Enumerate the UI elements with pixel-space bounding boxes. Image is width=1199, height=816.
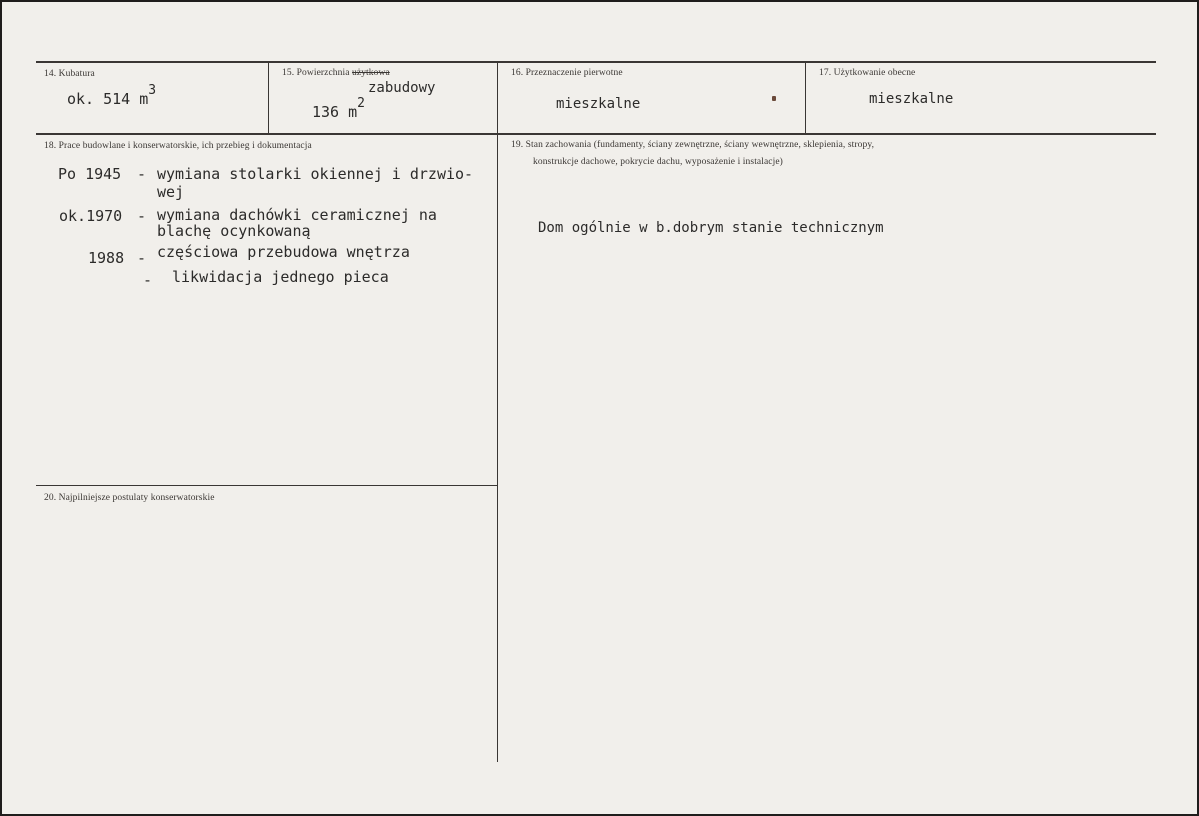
entry-3-line-1: częściowa przebudowa wnętrza bbox=[157, 243, 410, 261]
divider-15-16 bbox=[497, 62, 498, 762]
divider-14-15 bbox=[268, 62, 269, 134]
label-przeznaczenie: 16. Przeznaczenie pierwotne bbox=[511, 68, 623, 78]
entry-1-year: Po 1945 bbox=[58, 165, 122, 183]
kubatura-value-text: ok. 514 m bbox=[67, 90, 149, 108]
value-uzytkowanie: mieszkalne bbox=[869, 91, 954, 107]
powierzchnia-unit-sup: 2 bbox=[357, 96, 365, 111]
label-prace-budowlane: 18. Prace budowlane i konserwatorskie, ich przebieg i dokumentacja bbox=[44, 141, 312, 151]
rule-section-20 bbox=[36, 485, 497, 486]
powierzchnia-label-prefix: 15. Powierzchnia bbox=[282, 68, 353, 78]
divider-16-17 bbox=[805, 62, 806, 134]
powierzchnia-label-struck: użytkowa bbox=[352, 68, 390, 78]
value-stan-zachowania: Dom ogólnie w b.dobrym stanie technicznym bbox=[538, 220, 884, 236]
powierzchnia-correction: zabudowy bbox=[368, 80, 436, 96]
label-stan-zachowania-2: konstrukcje dachowe, pokrycie dachu, wyposażenie i instalacje) bbox=[533, 157, 783, 167]
entry-1-line-2: wej bbox=[157, 183, 185, 201]
entry-4-dash: - bbox=[143, 271, 153, 289]
kubatura-unit-sup: 3 bbox=[148, 83, 157, 98]
label-stan-zachowania-1: 19. Stan zachowania (fundamenty, ściany zewnętrzne, ściany wewnętrzne, sklepienia, stropy, bbox=[511, 140, 875, 150]
label-powierzchnia bbox=[282, 67, 390, 79]
entry-2-dash: - bbox=[137, 207, 147, 225]
entry-1-line-1: wymiana stolarki okiennej i drzwio- bbox=[157, 165, 474, 183]
entry-2-line-2: blachę ocynkowaną bbox=[157, 222, 311, 240]
entry-3-year: 1988 bbox=[88, 249, 125, 267]
top-rule bbox=[36, 61, 1156, 63]
entry-4-line-1: likwidacja jednego pieca bbox=[172, 268, 389, 286]
label-postulaty: 20. Najpilniejsze postulaty konserwatorskie bbox=[44, 493, 215, 503]
label-kubatura: 14. Kubatura bbox=[44, 69, 95, 79]
entry-1-dash: - bbox=[137, 165, 147, 183]
label-uzytkowanie: 17. Użytkowanie obecne bbox=[819, 68, 916, 78]
entry-3-dash: - bbox=[137, 249, 147, 267]
mid-rule bbox=[36, 133, 1156, 135]
value-przeznaczenie: mieszkalne bbox=[556, 96, 641, 112]
powierzchnia-value-text: 136 m bbox=[312, 103, 358, 121]
ink-spot bbox=[772, 96, 776, 101]
entry-2-line-1: wymiana dachówki ceramicznej na bbox=[157, 206, 437, 224]
value-powierzchnia bbox=[312, 96, 365, 121]
value-kubatura bbox=[67, 83, 157, 108]
entry-2-year: ok.1970 bbox=[59, 207, 123, 225]
